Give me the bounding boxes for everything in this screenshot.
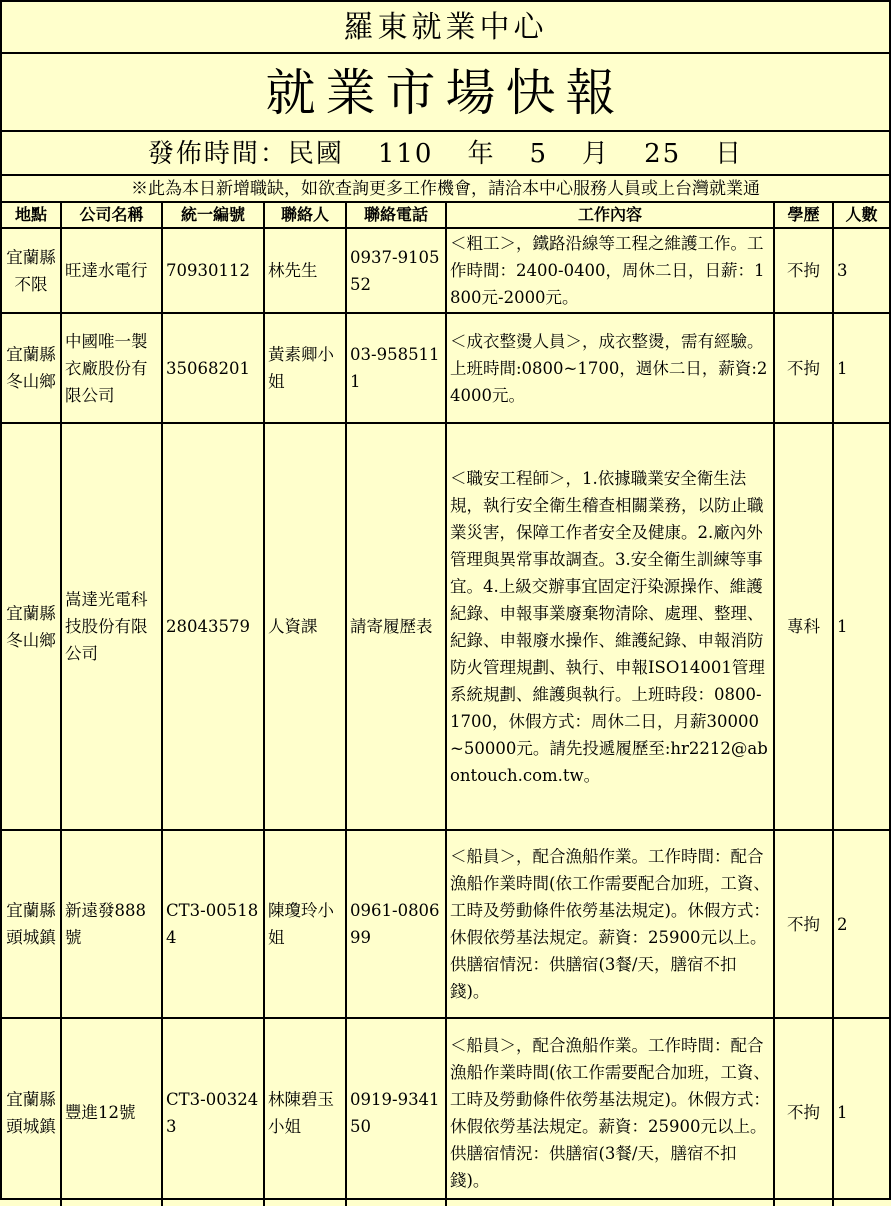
cell-education: 不拘 bbox=[774, 830, 833, 1018]
notice-text: ※此為本日新增職缺，如欲查詢更多工作機會，請洽本中心服務人員或上台灣就業通 bbox=[2, 176, 889, 203]
cell-description: ＜成衣整燙人員＞，成衣整燙，需有經驗。上班時間:0800~1700，週休二日，薪資:24000元。 bbox=[446, 313, 774, 423]
cell-company: 中國唯一製衣廠股份有限公司 bbox=[61, 313, 162, 423]
cell-count: 1 bbox=[833, 423, 889, 830]
table-row bbox=[2, 423, 889, 830]
cell-contact: 人資課 bbox=[264, 423, 346, 830]
cell-tax-id: 35068201 bbox=[162, 313, 264, 423]
cell-description: ＜船員＞，配合漁船作業。工作時間：配合漁船作業時間(依工作需要配合加班，工資、工時及勞動條件依勞基法規定)。休假方式：休假依勞基法規定。薪資：25900元以上。供膳宿情況：供膳宿(3餐/天，膳宿不扣錢)。 bbox=[446, 1018, 774, 1206]
cell-description: ＜職安工程師＞，1.依據職業安全衛生法規，執行安全衛生稽查相關業務，以防止職業災害，保障工作者安全及健康。2.廠內外管理與異常事故調查。3.安全衛生訓練等事宜。4.上級交辦事宜固定汙染源操作、維護紀錄、申報事業廢棄物清除、處理、整理、紀錄、申報廢水操作、維護紀錄、申報消防防火管理規劃、執行、申報ISO14001管理系統規劃、維護與執行。上班時段：0800-1700，休假方式：周休二日，月薪30000~50000元。請先投遞履歷至:hr2212@abontouch.com.tw。 bbox=[446, 423, 774, 830]
publish-month: 5 bbox=[529, 139, 549, 169]
cell-location: 宜蘭縣不限 bbox=[2, 228, 61, 313]
col-header-company: 公司名稱 bbox=[61, 203, 162, 228]
col-header-tax-id: 統一編號 bbox=[162, 203, 264, 228]
cell-count: 3 bbox=[833, 228, 889, 313]
cell-tax-id: 70930112 bbox=[162, 228, 264, 313]
table-row bbox=[2, 1018, 889, 1206]
cell-company: 新遠發888號 bbox=[61, 830, 162, 1018]
cell-location: 宜蘭縣頭城鎮 bbox=[2, 1018, 61, 1206]
cell-phone: 0937-910552 bbox=[346, 228, 446, 313]
col-header-education: 學歷 bbox=[774, 203, 833, 228]
col-header-description: 工作內容 bbox=[446, 203, 774, 228]
cell-company: 豐進12號 bbox=[61, 1018, 162, 1206]
table-row bbox=[2, 313, 889, 423]
cell-location: 宜蘭縣頭城鎮 bbox=[2, 830, 61, 1018]
job-listing-table bbox=[2, 203, 889, 1206]
cell-tax-id: CT3-005184 bbox=[162, 830, 264, 1018]
cell-phone: 請寄履歷表 bbox=[346, 423, 446, 830]
cell-education: 專科 bbox=[774, 423, 833, 830]
cell-location: 宜蘭縣冬山鄉 bbox=[2, 313, 61, 423]
publish-month-unit: 月 bbox=[582, 139, 611, 169]
cell-tax-id: CT3-003243 bbox=[162, 1018, 264, 1206]
cell-tax-id: 28043579 bbox=[162, 423, 264, 830]
cell-description: ＜船員＞，配合漁船作業。工作時間：配合漁船作業時間(依工作需要配合加班，工資、工時及勞動條件依勞基法規定)。休假方式：休假依勞基法規定。薪資：25900元以上。供膳宿情況：供膳宿(3餐/天，膳宿不扣錢)。 bbox=[446, 830, 774, 1018]
publish-date-label: 發佈時間：民國 bbox=[147, 139, 344, 169]
col-header-phone: 聯絡電話 bbox=[346, 203, 446, 228]
cell-contact: 黃素卿小姐 bbox=[264, 313, 346, 423]
table-header-row bbox=[2, 203, 889, 228]
cell-description: ＜粗工＞，鐵路沿線等工程之維護工作。工作時間：2400-0400，周休二日，日薪：1800元-2000元。 bbox=[446, 228, 774, 313]
cell-count: 2 bbox=[833, 830, 889, 1018]
publish-day: 25 bbox=[644, 139, 682, 169]
publish-year: 110 bbox=[377, 139, 434, 169]
cell-contact: 林陳碧玉小姐 bbox=[264, 1018, 346, 1206]
cell-location: 宜蘭縣冬山鄉 bbox=[2, 423, 61, 830]
cell-education: 不拘 bbox=[774, 313, 833, 423]
cell-phone: 0961-080699 bbox=[346, 830, 446, 1018]
cell-contact: 陳瓊玲小姐 bbox=[264, 830, 346, 1018]
col-header-count: 人數 bbox=[833, 203, 889, 228]
cell-count: 1 bbox=[833, 313, 889, 423]
table-row bbox=[2, 830, 889, 1018]
table-row bbox=[2, 228, 889, 313]
cell-contact: 林先生 bbox=[264, 228, 346, 313]
cell-count: 1 bbox=[833, 1018, 889, 1206]
publish-day-unit: 日 bbox=[715, 139, 744, 169]
publish-date bbox=[2, 132, 889, 176]
cell-company: 嵩達光電科技股份有限公司 bbox=[61, 423, 162, 830]
cell-company: 旺達水電行 bbox=[61, 228, 162, 313]
col-header-contact: 聯絡人 bbox=[264, 203, 346, 228]
cell-phone: 0919-934150 bbox=[346, 1018, 446, 1206]
col-header-location: 地點 bbox=[2, 203, 61, 228]
center-name: 羅東就業中心 bbox=[2, 2, 889, 54]
cell-education: 不拘 bbox=[774, 228, 833, 313]
cell-education: 不拘 bbox=[774, 1018, 833, 1206]
publish-year-unit: 年 bbox=[467, 139, 496, 169]
cell-phone: 03-9585111 bbox=[346, 313, 446, 423]
bulletin-title: 就業市場快報 bbox=[2, 54, 889, 132]
